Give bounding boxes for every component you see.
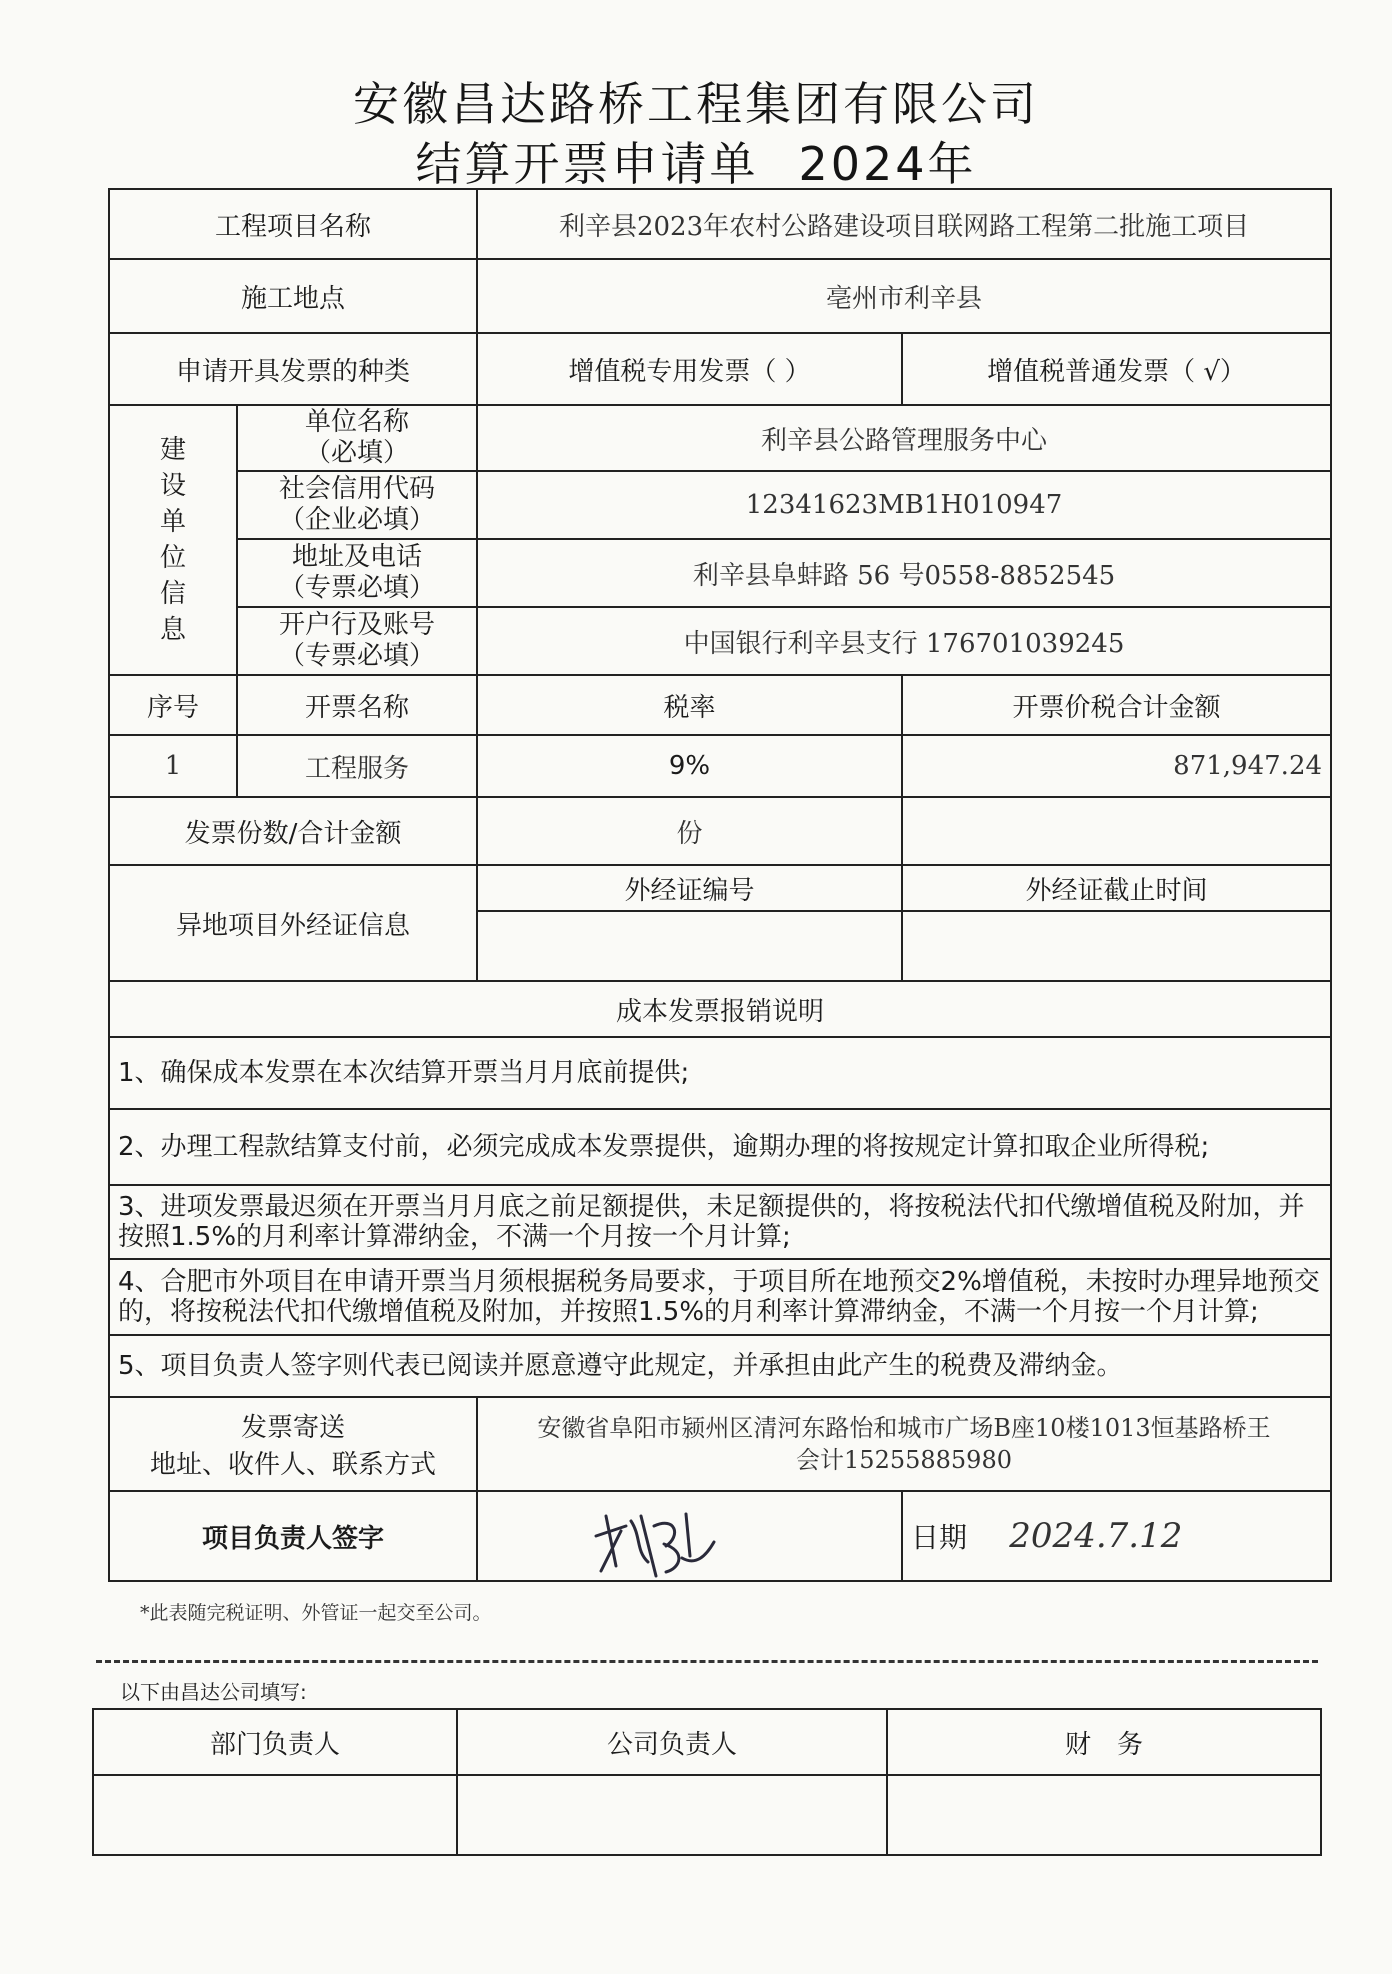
form-year: 2024年 — [798, 137, 977, 191]
builder-label-char: 设 — [159, 471, 186, 501]
cost-note-item: 4、合肥市外项目在申请开票当月须根据税务局要求，于项目所在地预交2%增值税，未按时办理异地预交的，将按税法代扣代缴增值税及附加，并按照1.5%的月利率计算滞纳金，不满一个月按一个月计算; — [109, 1259, 1331, 1335]
address-label — [237, 539, 477, 607]
cost-note-item: 3、进项发票最迟须在开票当月月底之前足额提供，未足额提供的，将按税法代扣代缴增值税及附加，并按照1.5%的月利率计算滞纳金，不满一个月按一个月计算; — [109, 1185, 1331, 1259]
cost-notes-title: 成本发票报销说明 — [109, 981, 1331, 1037]
unit-name-label-line: 单位名称 — [305, 407, 410, 437]
address-label-line: 地址及电话 — [292, 542, 423, 572]
project-name-value: 利辛县2023年农村公路建设项目联网路工程第二批施工项目 — [477, 189, 1331, 259]
address-label-line: （专票必填） — [279, 573, 436, 603]
item-name: 工程服务 — [237, 735, 477, 797]
totals-copies: 份 — [477, 797, 902, 865]
unit-name-value: 利辛县公路管理服务中心 — [477, 405, 1331, 471]
footnote: *此表随完税证明、外管证一起交至公司。 — [140, 1602, 492, 1624]
cert-no-value — [477, 911, 902, 981]
cert-expiry-label: 外经证截止时间 — [902, 865, 1331, 911]
dept-head-label: 部门负责人 — [93, 1709, 457, 1775]
date-cell — [902, 1491, 1331, 1581]
bank-value: 中国银行利辛县支行 176701039245 — [477, 607, 1331, 675]
bank-label — [237, 607, 477, 675]
company-head-label: 公司负责人 — [457, 1709, 887, 1775]
unit-name-label — [237, 405, 477, 471]
totals-label: 发票份数/合计金额 — [109, 797, 477, 865]
form-title — [0, 128, 1392, 194]
project-name-label: 工程项目名称 — [109, 189, 477, 259]
finance-label: 财 务 — [887, 1709, 1321, 1775]
date-value: 2024.7.12 — [1009, 1516, 1183, 1556]
handwritten-signature — [586, 1496, 726, 1580]
address-value: 利辛县阜蚌路 56 号0558-8852545 — [477, 539, 1331, 607]
company-head-sign — [457, 1775, 887, 1855]
date-label: 日期 — [911, 1521, 968, 1554]
cost-note-item: 5、项目负责人签字则代表已阅读并愿意遵守此规定，并承担由此产生的税费及滞纳金。 — [109, 1335, 1331, 1397]
invoice-type-label: 申请开具发票的种类 — [109, 333, 477, 405]
delivery-label — [109, 1397, 477, 1491]
item-seq: 1 — [109, 735, 237, 797]
items-header-name: 开票名称 — [237, 675, 477, 735]
settlement-form — [108, 188, 1332, 1582]
invoice-type-normal: 增值税普通发票（ √） — [902, 333, 1331, 405]
credit-code-label — [237, 471, 477, 539]
builder-label-char: 位 — [159, 543, 186, 573]
form-title-text: 结算开票申请单 — [415, 137, 759, 191]
delivery-value-line: 安徽省阜阳市颍州区清河东路怡和城市广场B座10楼1013恒基路桥王 — [537, 1414, 1271, 1442]
builder-label-char: 信 — [159, 579, 186, 609]
items-header-amount: 开票价税合计金额 — [902, 675, 1331, 735]
delivery-value — [477, 1397, 1331, 1491]
site-label: 施工地点 — [109, 259, 477, 333]
offsite-label: 异地项目外经证信息 — [109, 865, 477, 981]
signature-label: 项目负责人签字 — [109, 1491, 477, 1581]
credit-code-value: 12341623MB1H010947 — [477, 471, 1331, 539]
company-section-intro: 以下由昌达公司填写: — [120, 1680, 307, 1704]
signature-area — [477, 1491, 902, 1581]
cost-note-item: 2、办理工程款结算支付前，必须完成成本发票提供，逾期办理的将按规定计算扣取企业所得税; — [109, 1109, 1331, 1185]
company-title: 安徽昌达路桥工程集团有限公司 — [353, 77, 1039, 131]
builder-label-char: 建 — [159, 435, 186, 465]
builder-label-char: 息 — [159, 615, 186, 645]
item-amount: 871,947.24 — [902, 735, 1331, 797]
cert-no-label: 外经证编号 — [477, 865, 902, 911]
dashed-divider — [96, 1660, 1318, 1663]
totals-amount — [902, 797, 1331, 865]
cert-expiry-value — [902, 911, 1331, 981]
site-value: 亳州市利辛县 — [477, 259, 1331, 333]
bank-label-line: （专票必填） — [279, 641, 436, 671]
items-header-seq: 序号 — [109, 675, 237, 735]
table-row — [109, 735, 1331, 797]
invoice-type-special: 增值税专用发票（ ） — [477, 333, 902, 405]
dept-head-sign — [93, 1775, 457, 1855]
finance-sign — [887, 1775, 1321, 1855]
bank-label-line: 开户行及账号 — [279, 610, 436, 640]
credit-code-label-line: （企业必填） — [279, 505, 436, 535]
unit-name-label-line: （必填） — [305, 438, 410, 468]
company-approval-table — [92, 1708, 1322, 1856]
cost-note-item: 1、确保成本发票在本次结算开票当月月底前提供; — [109, 1037, 1331, 1109]
item-rate: 9% — [477, 735, 902, 797]
builder-section-label — [109, 405, 237, 675]
builder-label-char: 单 — [159, 507, 186, 537]
delivery-label-line: 地址、收件人、联系方式 — [150, 1450, 437, 1480]
delivery-value-line: 会计15255885980 — [796, 1446, 1012, 1474]
items-header-rate: 税率 — [477, 675, 902, 735]
credit-code-label-line: 社会信用代码 — [279, 474, 436, 504]
delivery-label-line: 发票寄送 — [241, 1413, 346, 1443]
